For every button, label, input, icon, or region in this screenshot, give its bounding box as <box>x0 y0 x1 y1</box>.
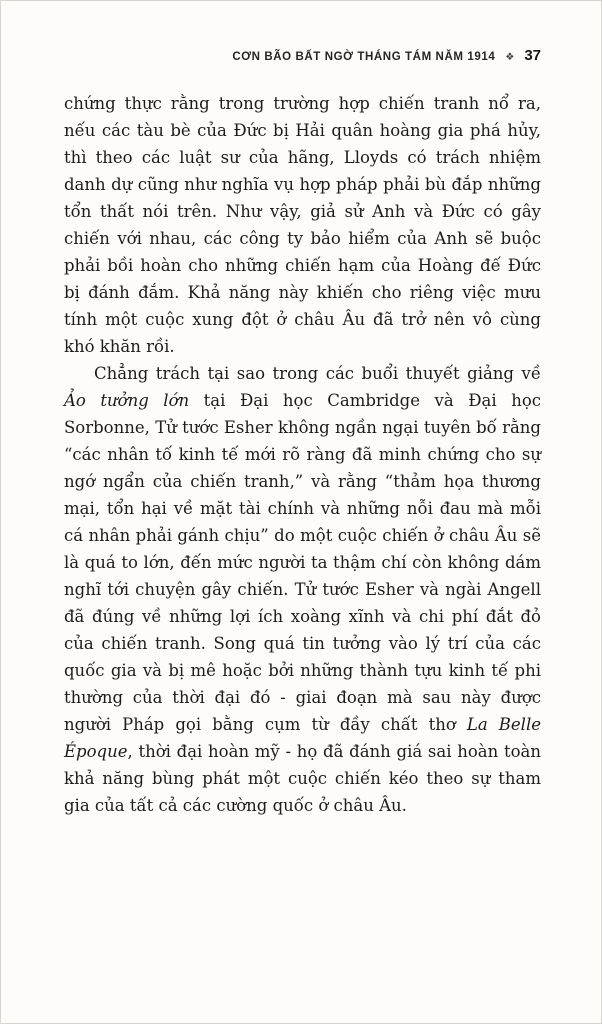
paragraph-2 <box>64 360 541 819</box>
running-head <box>64 47 541 64</box>
paragraph-2-run-3: tại Đại học Cambridge và Đại học Sorbonne, Tử tước Esher không ngần ngại tuyên bố rằng “các nhân tố kinh tế mới rõ ràng đã minh chứng cho sự ngớ ngẩn của chiến tranh,” và rằng “thảm họa thương mại, tổn hại về mặt tài chính và những nỗi đau mà mỗi cá nhân phải gánh chịu” do một cuộc chiến ở châu Âu sẽ là quá to lớn, đến mức người ta thậm chí còn không dám nghĩ tới chuyện gây chiến. Tử tước Esher và ngài Angell đã đúng về những lợi ích xoàng xĩnh và chi phí đắt đỏ của chiến tranh. Song quá tin tưởng vào lý trí của các quốc gia và bị mê hoặc bởi những thành tựu kinh tế phi thường của thời đại đó - giai đoạn mà sau này được người Pháp gọi bằng cụm từ đầy chất thơ <box>64 391 541 734</box>
chapter-title: CƠN BÃO BẤT NGỜ THÁNG TÁM NĂM 1914 <box>232 51 496 63</box>
page-number: 37 <box>524 47 541 64</box>
fleuron-icon: ❖ <box>505 52 515 63</box>
paragraph-1-text: chứng thực rằng trong trường hợp chiến tranh nổ ra, nếu các tàu bè của Đức bị Hải quân hoàng gia phá hủy, thì theo các luật sư của hãng, Lloyds có trách nhiệm danh dự cũng như nghĩa vụ hợp pháp phải bù đắp những tổn thất nói trên. Như vậy, giả sử Anh và Đức có gây chiến với nhau, các công ty bảo hiểm của Anh sẽ buộc phải bồi hoàn cho những chiến hạm của Hoàng đế Đức bị đánh đắm. Khả năng này khiến cho riêng việc mưu tính một cuộc xung đột ở châu Âu đã trở nên vô cùng khó khăn rồi. <box>64 94 541 356</box>
body-text <box>64 90 541 819</box>
paragraph-2-run-5: , thời đại hoàn mỹ - họ đã đánh giá sai hoàn toàn khả năng bùng phát một cuộc chiến kéo theo sự tham gia của tất cả các cường quốc ở châu Âu. <box>64 742 541 815</box>
paragraph-2-book-title: Ảo tưởng lớn <box>64 391 190 410</box>
paragraph-1 <box>64 90 541 360</box>
paragraph-2-run-1: Chẳng trách tại sao trong các buổi thuyết giảng về <box>94 364 541 383</box>
paragraph-2-la-belle-epoque: La Belle Époque <box>64 715 541 761</box>
